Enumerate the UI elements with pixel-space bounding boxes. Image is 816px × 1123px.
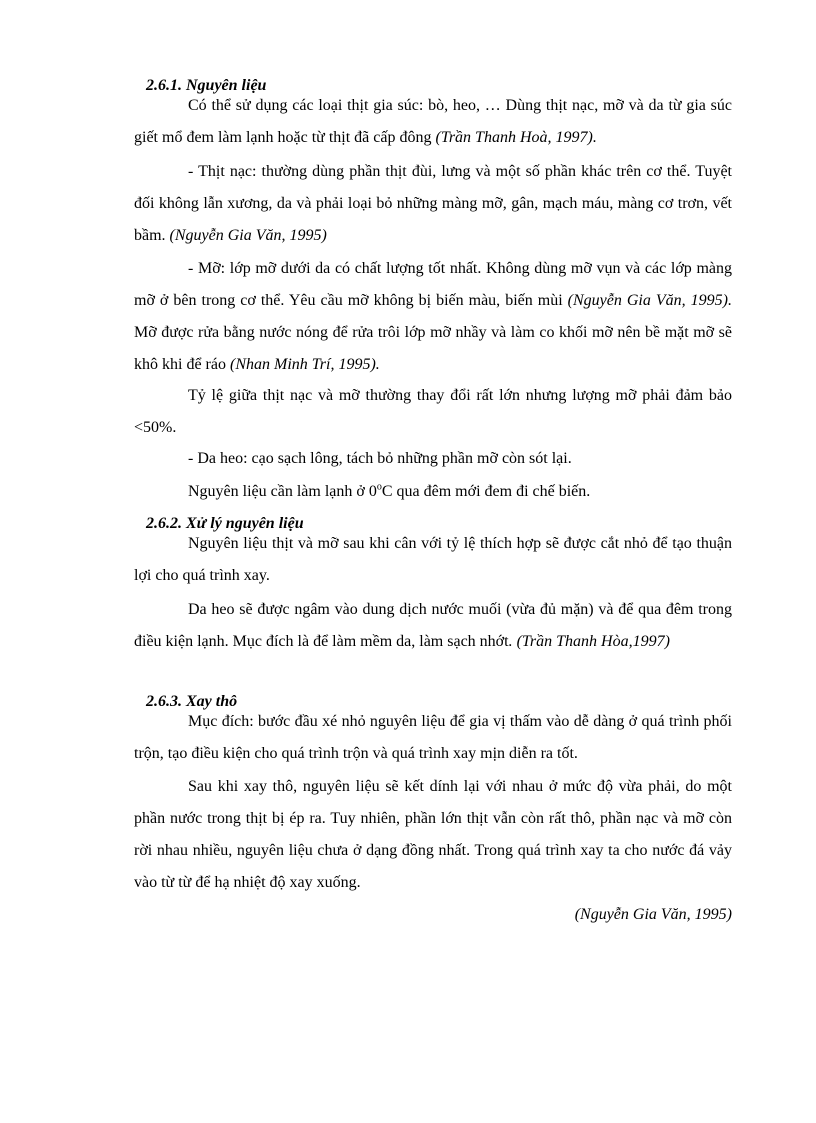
paragraph-text: Nguyên liệu cần làm lạnh ở 0	[188, 483, 377, 500]
paragraph-text: Mỡ được rửa bằng nước nóng để rửa trôi lớp mỡ nhầy và làm co khối mỡ nên bề mặt mỡ sẽ khô khi để ráo	[134, 324, 732, 373]
citation: . (Trần Thanh Hòa,1997)	[508, 633, 670, 650]
section-heading-xay-tho: 2.6.3. Xay thô	[146, 693, 238, 710]
paragraph-text: - Mỡ: lớp mỡ dưới da có chất lượng tốt nhất. Không dùng mỡ vụn và các lớp màng mỡ ở bên trong cơ thể. Yêu cầu mỡ không bị biến màu, biến mùi	[134, 260, 732, 309]
paragraph-text: C qua đêm mới đem đi chế biến.	[381, 483, 591, 500]
paragraph-text: Da heo sẽ được ngâm vào dung dịch nước muối (vừa đủ mặn) và để qua đêm trong điều kiện lạnh. Mục đích là để làm mềm da, làm sạch nhớt	[134, 601, 732, 650]
paragraph-pig-skin	[134, 443, 732, 475]
paragraph-text: Có thể sử dụng các loại thịt gia súc: bò, heo, … Dùng thịt nạc, mỡ và da từ gia súc giết mổ đem làm lạnh hoặc từ thịt đã cấp đông	[134, 97, 732, 146]
paragraph-text: Mục đích: bước đầu xé nhỏ nguyên liệu để gia vị thấm vào dễ dàng ở quá trình phối trộn, tạo điều kiện cho quá trình trộn và quá trình xay mịn diễn ra tốt.	[134, 713, 732, 762]
citation: (Nhan Minh Trí, 1995).	[229, 356, 380, 373]
paragraph-lean-meat	[134, 156, 732, 252]
paragraph-text: Nguyên liệu thịt và mỡ sau khi cân với tỷ lệ thích hợp sẽ được cắt nhỏ để tạo thuận lợi cho quá trình xay.	[134, 535, 732, 584]
paragraph-text: - Da heo: cạo sạch lông, tách bỏ những phần mỡ còn sót lại.	[188, 450, 572, 467]
paragraph-text: Tỷ lệ giữa thịt nạc và mỡ thường thay đổi rất lớn nhưng lượng mỡ phải đảm bảo <50%.	[134, 387, 732, 436]
paragraph-soaking	[134, 594, 732, 658]
paragraph-chilling	[134, 476, 732, 508]
paragraph-text: - Thịt nạc: thường dùng phần thịt đùi, lưng và một số phần khác trên cơ thể. Tuyệt đối không lẫn xương, da và phải loại bỏ những màng mỡ, gân, mạch máu, màng cơ trơn, vết bầm.	[134, 163, 732, 244]
paragraph-ratio	[134, 380, 732, 444]
section-heading-xu-ly-nguyen-lieu: 2.6.2. Xử lý nguyên liệu	[146, 515, 304, 532]
citation: (Nguyễn Gia Văn, 1995).	[567, 292, 732, 309]
citation: (Nguyễn Gia Văn, 1995)	[574, 906, 732, 923]
paragraph-text: Sau khi xay thô, nguyên liệu sẽ kết dính lại với nhau ở mức độ vừa phải, do một phần nước trong thịt bị ép ra. Tuy nhiên, phần lớn thịt vẫn còn rất thô, phần nạc và mỡ còn rời nhau nhiều, nguyên liệu chưa ở dạng đồng nhất. Trong quá trình xay ta cho nước đá vảy vào từ từ để hạ nhiệt độ xay xuống.	[134, 778, 732, 891]
paragraph-after-grinding	[134, 771, 732, 899]
final-citation-line	[134, 899, 732, 931]
paragraph-fat	[134, 253, 732, 381]
superscript-degree: o	[376, 481, 382, 493]
citation: (Trần Thanh Hoà, 1997).	[435, 129, 597, 146]
citation: (Nguyễn Gia Văn, 1995)	[169, 227, 327, 244]
paragraph-cutting	[134, 528, 732, 592]
paragraph-purpose	[134, 706, 732, 770]
section-heading-nguyen-lieu: 2.6.1. Nguyên liệu	[146, 77, 267, 94]
paragraph-meat-sources	[134, 90, 732, 154]
